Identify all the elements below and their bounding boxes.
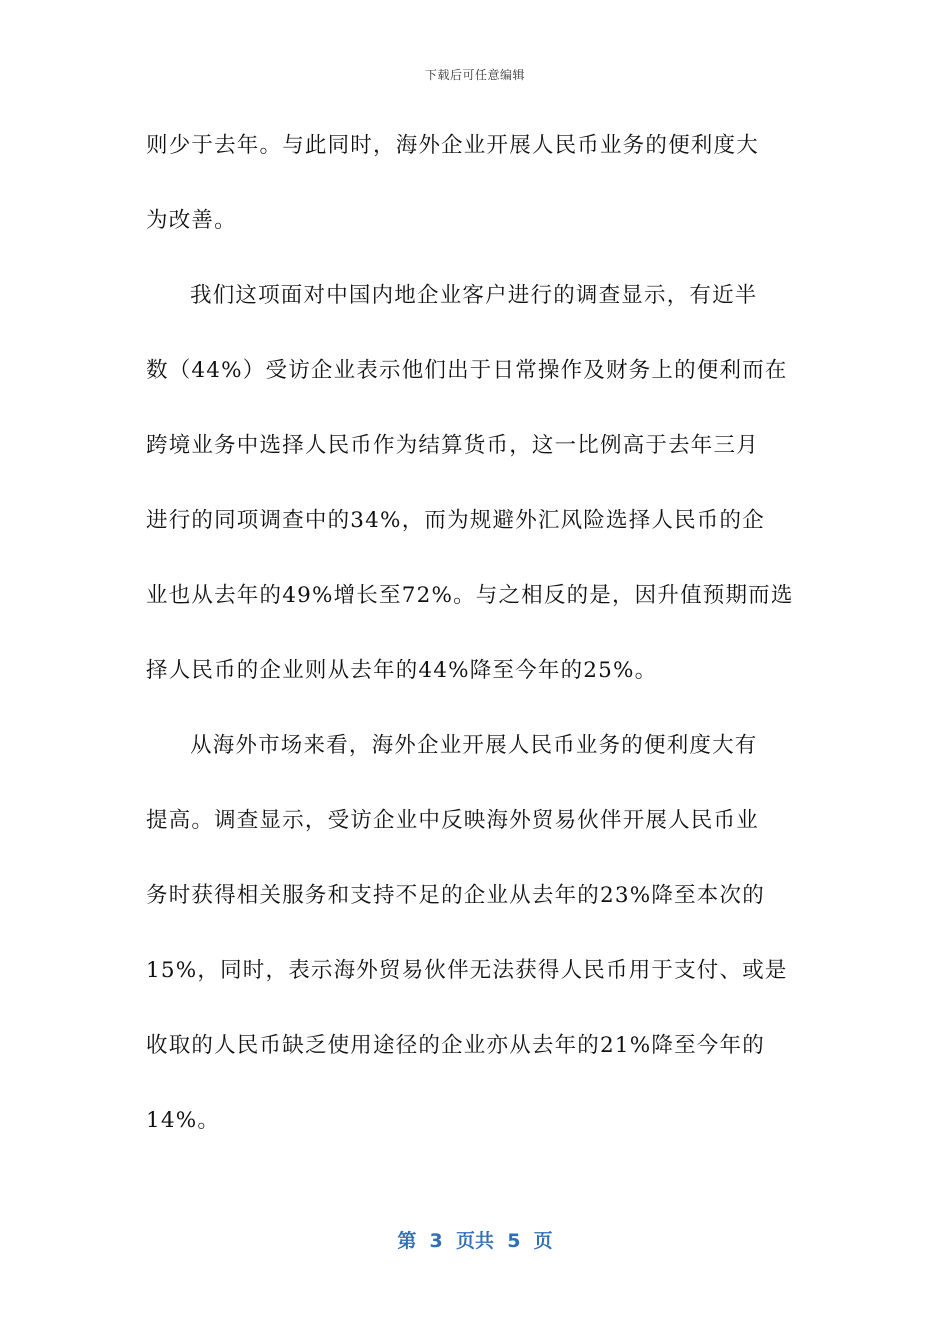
text-line: 数（44%）受访企业表示他们出于日常操作及财务上的便利而在 — [146, 358, 788, 383]
page-number-footer: 第 3 页共 5 页 — [397, 1230, 553, 1252]
paragraph-start-line: 我们这项面对中国内地企业客户进行的调查显示，有近半 — [190, 283, 758, 308]
text-line: 跨境业务中选择人民币作为结算货币，这一比例高于去年三月 — [146, 433, 759, 458]
text-line: 务时获得相关服务和支持不足的企业从去年的23%降至本次的 — [146, 883, 765, 908]
text-line: 进行的同项调查中的34%，而为规避外汇风险选择人民币的企 — [146, 508, 765, 533]
text-line: 则少于去年。与此同时，海外企业开展人民币业务的便利度大 — [146, 133, 759, 158]
paragraph-start-line: 从海外市场来看，海外企业开展人民币业务的便利度大有 — [190, 733, 758, 758]
text-line: 业也从去年的49%增长至72%。与之相反的是，因升值预期而选 — [146, 583, 794, 608]
document-body — [146, 122, 806, 1172]
text-line: 15%，同时，表示海外贸易伙伴无法获得人民币用于支付、或是 — [146, 958, 788, 983]
page-header: 下载后可任意编辑 — [424, 68, 525, 82]
text-line: 提高。调查显示，受访企业中反映海外贸易伙伴开展人民币业 — [146, 808, 759, 833]
text-line: 为改善。 — [146, 208, 237, 233]
text-line: 14%。 — [146, 1108, 221, 1133]
text-line: 收取的人民币缺乏使用途径的企业亦从去年的21%降至今年的 — [146, 1033, 765, 1058]
text-line: 择人民币的企业则从去年的44%降至今年的25%。 — [146, 658, 658, 683]
